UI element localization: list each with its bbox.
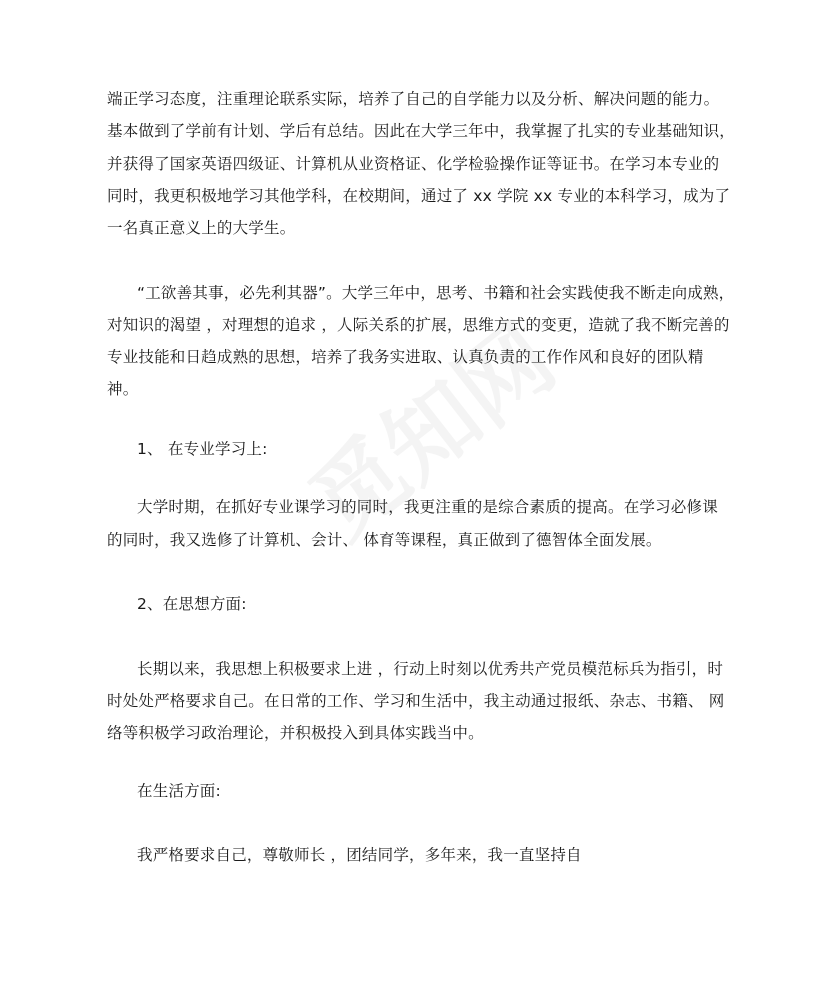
paragraph-2-line-2: 对知识的渴望 ，对理想的追求 ，人际关系的扩展，思维方式的变更，造就了我不断完善的 [107, 316, 730, 334]
paragraph-3-line-1: 大学时期，在抓好专业课学习的同时，我更注重的是综合素质的提高。在学习必修课 [137, 498, 718, 516]
paragraph-2-line-1: “工欲善其事，必先利其器”。大学三年中，思考、书籍和社会实践使我不断走向成熟， [137, 284, 735, 302]
paragraph-1-line-3: 并获得了国家英语四级证、计算机从业资格证、化学检验操作证等证书。在学习本专业的 [107, 155, 720, 173]
paragraph-4-line-2: 时处处严格要求自己。在日常的工作、学习和生活中，我主动通过报纸、杂志、书籍、 网 [107, 692, 725, 710]
paragraph-1-line-1: 端正学习态度，注重理论联系实际，培养了自己的自学能力以及分析、解决问题的能力。 [107, 90, 720, 108]
section-heading-thought: 2、在思想方面: [137, 595, 247, 613]
paragraph-3-line-2: 的同时，我又选修了计算机、会计、 体育等课程，真正做到了德智体全面发展。 [107, 531, 662, 549]
paragraph-1-line-4: 同时，我更积极地学习其他学科，在校期间，通过了 xx 学院 xx 专业的本科学习，成为了 [107, 187, 731, 205]
paragraph-4-line-3: 络等积极学习政治理论，并积极投入到具体实践当中。 [107, 724, 484, 742]
section-heading-life: 在生活方面: [137, 782, 221, 800]
paragraph-4-line-1: 长期以来，我思想上积极要求上进 ，行动上时刻以优秀共产党员模范标兵为指引，时 [137, 660, 724, 678]
paragraph-1-line-5: 一名真正意义上的大学生。 [107, 219, 296, 237]
paragraph-2-line-3: 专业技能和日趋成熟的思想，培养了我务实进取、认真负责的工作作风和良好的团队精 [107, 348, 704, 366]
paragraph-1-line-2: 基本做到了学前有计划、学后有总结。因此在大学三年中，我掌握了扎实的专业基础知识， [107, 122, 736, 140]
paragraph-5-line-1: 我严格要求自己，尊敬师长 ，团结同学，多年来，我一直坚持自 [137, 846, 582, 864]
section-heading-study: 1、 在专业学习上: [137, 440, 268, 458]
paragraph-2-line-4: 神。 [107, 380, 139, 398]
